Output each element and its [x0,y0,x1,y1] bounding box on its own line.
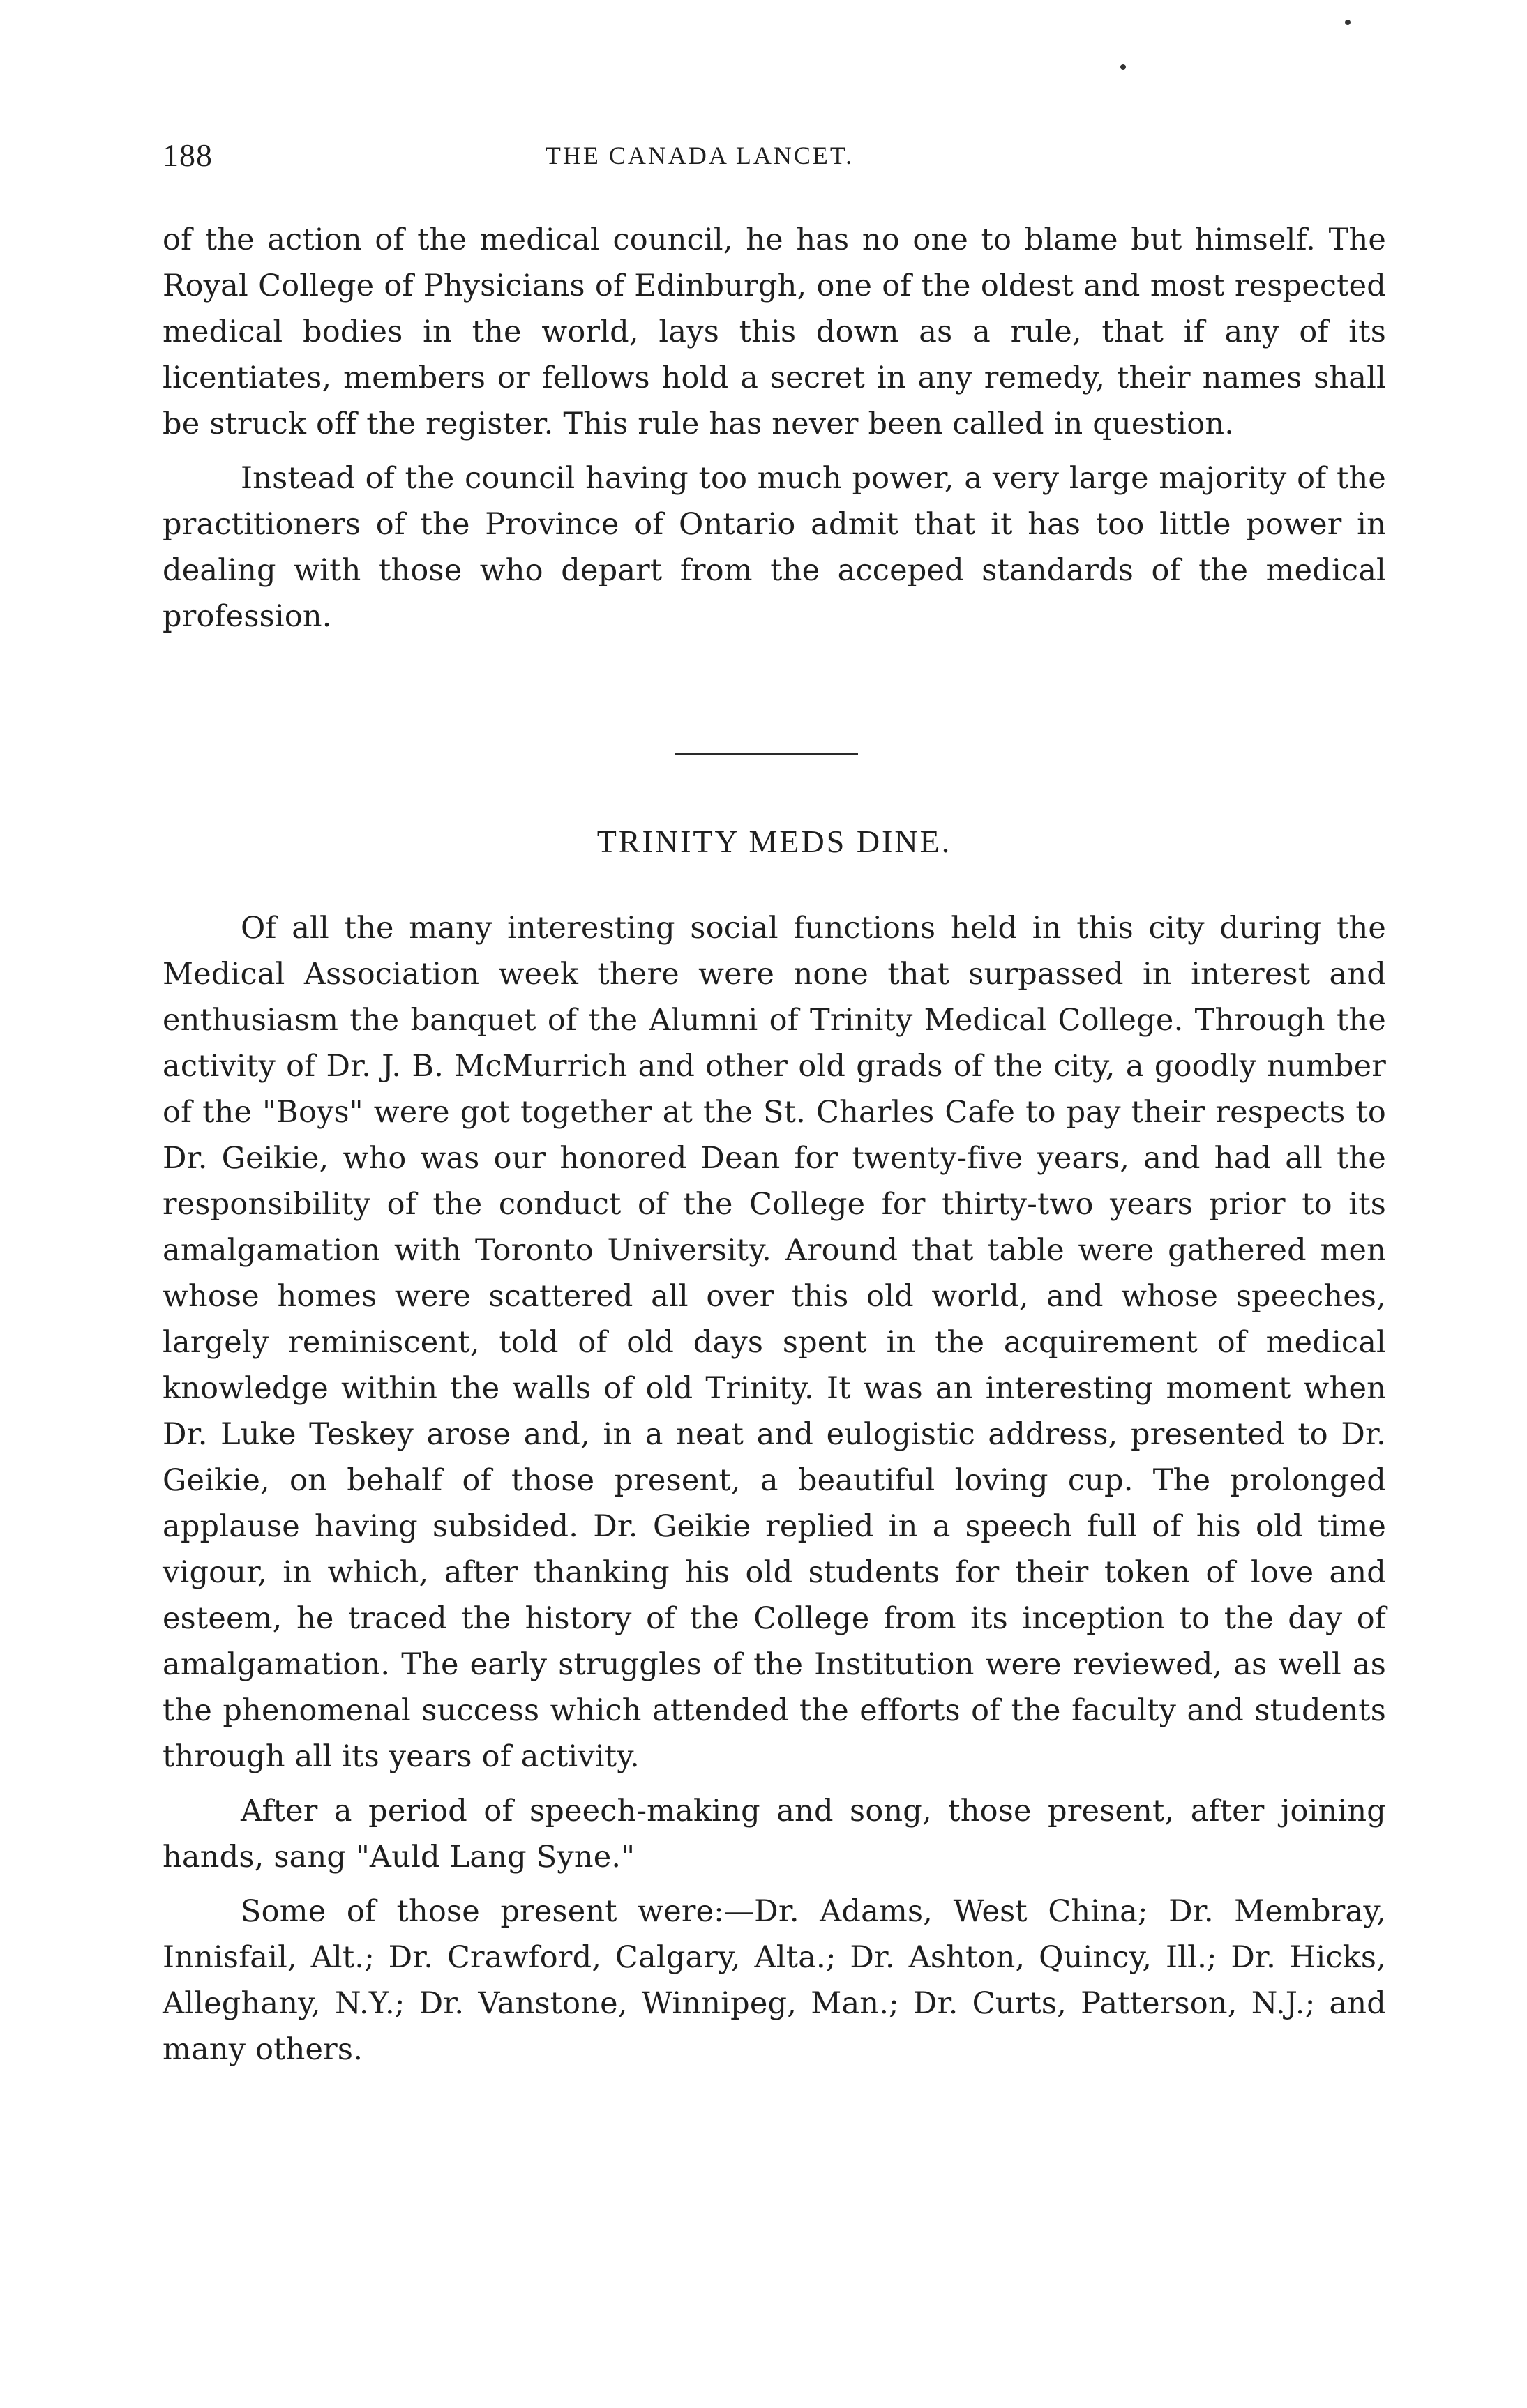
paragraph-council-power: Instead of the council having too much power, a very large majority of the practitioners of the Province of Ontario admit that it has too little power in dealing with those who depart from the acceped standards of the medical profession. [163,461,1386,634]
paragraph-attendees: Some of those present were:—Dr. Adams, West China; Dr. Membray, Innisfail, Alt.; Dr. Crawford, Calgary, Alta.; Dr. Ashton, Quincy, Ill.; Dr. Hicks, Alleghany, N.Y.; Dr. Vanstone, Winnipeg, Man.; Dr. Curts, Patterson, N.J.; and many others. [163,1894,1386,2067]
speck-top-right [1345,20,1351,25]
article-body [163,905,1386,2073]
continued-text [163,217,1386,639]
article-heading: TRINITY MEDS DINE. [596,824,952,859]
page-number: 188 [163,137,213,173]
running-title: THE CANADA LANCET. [545,142,855,169]
paragraph-auld-lang-syne: After a period of speech-making and song, those present, after joining hands, sang "Auld Lang Syne." [163,1794,1386,1875]
section-divider [675,753,858,755]
speck-top-right-lower [1120,64,1126,70]
paragraph-banquet: Of all the many interesting social functions held in this city during the Medical Association week there were none that surpassed in interest and enthusiasm the banquet of the Alumni of Trinity Medical College. Through the activity of Dr. J. B. McMurrich and other old grads of the city, a goodly number of the "Boys" were got together at the St. Charles Cafe to pay their respects to Dr. Geikie, who was our honored Dean for twenty-five years, and had all the responsibility of the conduct of the College for thirty-two years prior to its amalgamation with Toronto University. Around that table were gathered men whose homes were scattered all over this old world, and whose speeches, largely reminiscent, told of old days spent in the acquirement of medical knowledge within the walls of old Trinity. It was an interesting moment when Dr. Luke Teskey arose and, in a neat and eulogistic address, presented to Dr. Geikie, on behalf of those present, a beautiful loving cup. The prolonged applause having subsided. Dr. Geikie replied in a speech full of his old time vigour, in which, after thanking his old students for their token of love and esteem, he traced the history of the College from its inception to the day of amalgamation. The early struggles of the Institution were reviewed, as well as the phenomenal success which attended the efforts of the faculty and students through all its years of activity. [163,911,1386,1774]
page-header [163,137,1390,179]
paragraph-continued: of the action of the medical council, he has no one to blame but himself. The Royal College of Physicians of Edinburgh, one of the oldest and most respected medical bodies in the world, lays this down as a rule, that if any of its licentiates, members or fellows hold a secret in any remedy, their names shall be struck off the register. This rule has never been called in question. [163,222,1386,441]
